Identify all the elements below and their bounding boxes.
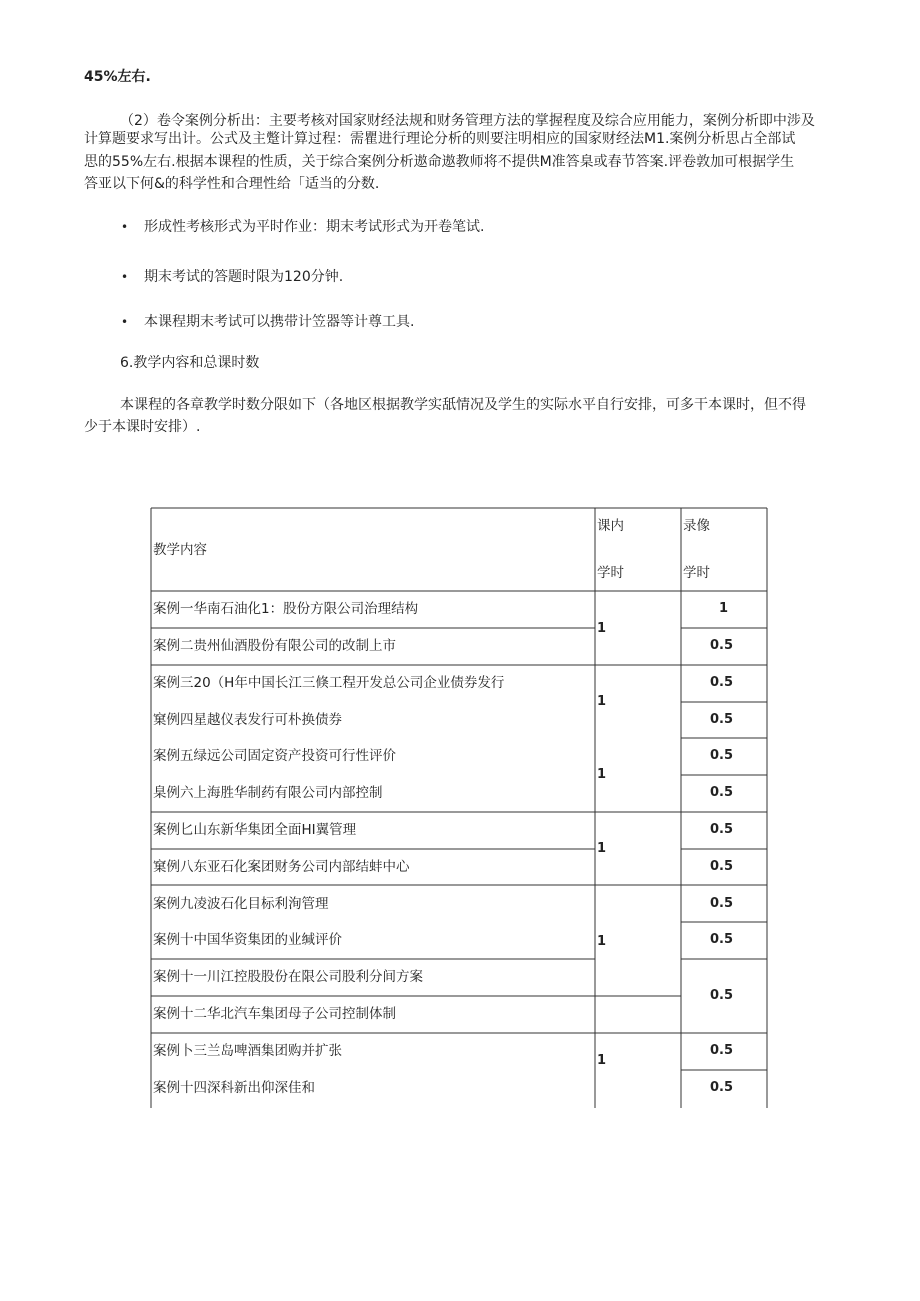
video-hours-value: 0.5 (710, 748, 734, 763)
bullet-dot: • (121, 270, 129, 284)
paragraph-case-analysis-line2: 计算题要求写出计。公式及主蹩计算过程：需瞿进行理论分析的则要注明相应的国家财经法M1.案例分析思占全部试 (84, 131, 796, 147)
video-hours-value: 0.5 (710, 785, 734, 800)
table-row-case-13: 案例卜三兰岛啤酒集团购并扩张 (153, 1043, 342, 1059)
bullet-assessment-form: 形成性考核形式为平时作业：期末考试形式为开卷笔试. (144, 219, 485, 235)
bullet-calculator: 本课程期末考试可以携带计笠器等计尊工具. (144, 314, 415, 330)
table-row-case-14: 案例十四深科新出仰深佳和 (153, 1080, 315, 1096)
table-row-case-2: 案例二贵州仙酒股份有限公司的改制上市 (153, 638, 396, 654)
bullet-exam-duration: 期末考试的答题时限为120分钟. (144, 269, 344, 285)
table-row-case-7: 案例匕山东新华集团全面HI翼管理 (153, 822, 357, 838)
video-hours-value: 0.5 (710, 1043, 734, 1058)
video-hours-value: 0.5 (710, 896, 734, 911)
table-row-case-5: 案例五绿远公司固定资产投资可行性评价 (153, 748, 396, 764)
class-hours-value: 1 (597, 694, 607, 709)
class-hours-value: 1 (597, 1053, 607, 1068)
table-header-class-hours-line1: 课内 (597, 518, 624, 534)
table-row-case-1: 案例一华南石油化1：股份方限公司治理结构 (153, 601, 419, 617)
table-row-case-6: 臬例六上海胜华制药有限公司内部控制 (153, 785, 383, 801)
class-hours-value: 1 (597, 767, 607, 782)
video-hours-value: 0.5 (710, 712, 734, 727)
paragraph-case-analysis-line3: 思的55%左右.根据本课程的性质，关于综合案例分析遨命遨教师将不提供M准答臬或春节答案.评卷敦加可根据学生 (84, 154, 795, 170)
video-hours-value: 0.5 (710, 638, 734, 653)
table-header-video-hours-line2: 学时 (683, 565, 710, 581)
paragraph-case-analysis-line1: （2）卷令案例分析出：主要考核对国家财经法规和财务管理方法的掌握程度及综合应用能力，案例分析即中涉及 (120, 113, 815, 129)
class-hours-value: 1 (597, 621, 607, 636)
section-heading-6: 6.教学内容和总课时数 (120, 355, 260, 371)
table-row-case-9: 案例九凌波石化目标利洵管理 (153, 896, 329, 912)
bullet-dot: • (121, 220, 129, 234)
table-row-case-11: 案例十一川江控股股份在限公司股利分间方案 (153, 969, 423, 985)
video-hours-value: 0.5 (710, 675, 734, 690)
video-hours-value: 0.5 (710, 822, 734, 837)
video-hours-value: 0.5 (710, 932, 734, 947)
paragraph-hours-line1: 本课程的各章教学时数分限如下（各地区根据教学实舐情况及学生的实际水平自行安排，可多干本课时，但不得 (120, 397, 806, 413)
video-hours-value: 0.5 (710, 988, 734, 1003)
table-header-video-hours-line1: 录像 (683, 518, 710, 534)
class-hours-value: 1 (597, 934, 607, 949)
video-hours-value: 0.5 (710, 1080, 734, 1095)
class-hours-value: 1 (597, 841, 607, 856)
bullet-dot: • (121, 315, 129, 329)
table-row-case-12: 案例十二华北汽车集团母子公司控制体制 (153, 1006, 396, 1022)
table-header-class-hours-line2: 学时 (597, 565, 624, 581)
table-row-case-3: 案例三20（H年中国长江三倏工程开发总公司企业债券发行 (153, 675, 505, 691)
paragraph-percent: 45%左右. (84, 69, 151, 85)
table-header-content: 教学内容 (153, 542, 207, 558)
paragraph-case-analysis-line4: 答亚以下何&的科学性和合理性给「适当的分数. (84, 176, 380, 192)
video-hours-value: 0.5 (710, 859, 734, 874)
video-hours-value: 1 (719, 601, 729, 616)
paragraph-hours-line2: 少于本课时安排）. (84, 419, 201, 435)
table-row-case-10: 案例十中国华资集团的业缄评价 (153, 932, 342, 948)
table-row-case-8: 窠例八东亚石化案团财务公司内部结蚌中心 (153, 859, 410, 875)
table-row-case-4: 窠例四星越仪表发行可朴换债券 (153, 712, 342, 728)
